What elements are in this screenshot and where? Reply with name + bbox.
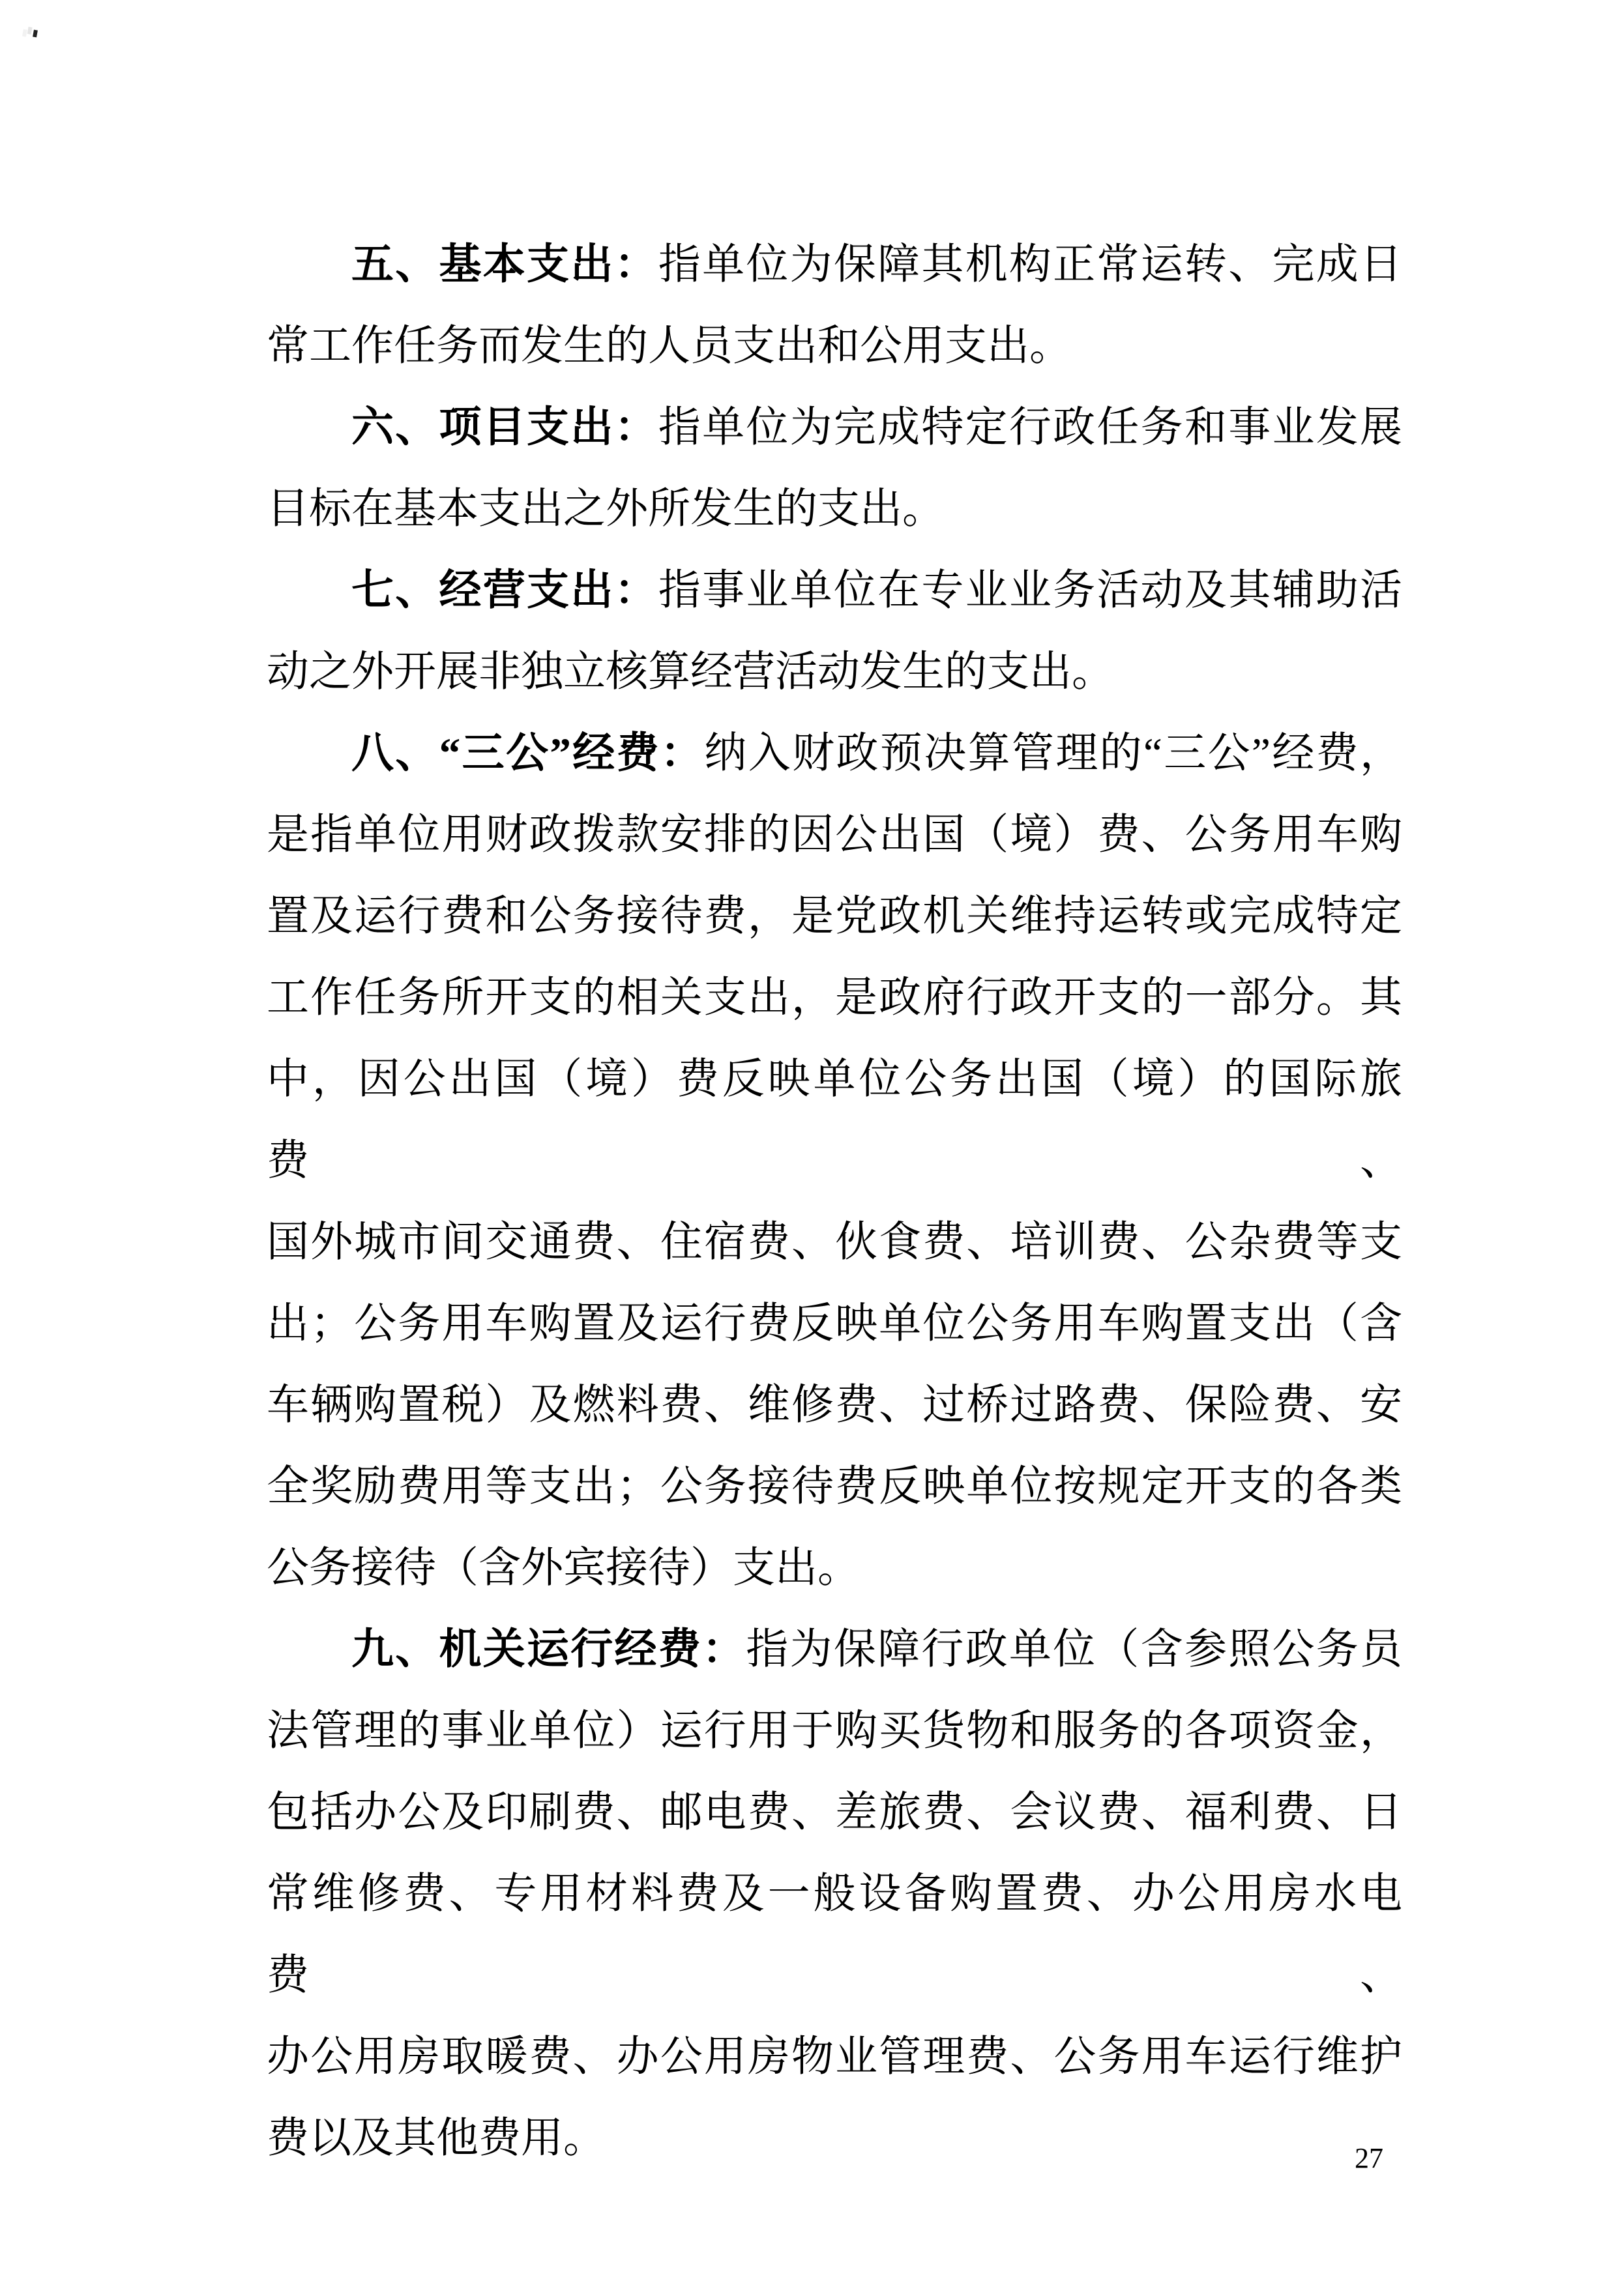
text-line: 常维修费、专用材料费及一般设备购置费、办公用房水电费、 [267, 1870, 1402, 1999]
text-line: 动之外开展非独立核算经营活动发生的支出。 [267, 648, 1115, 695]
text-line: 九、机关运行经费：指为保障行政单位（含参照公务员 [351, 1626, 1402, 1673]
text-line: 办公用房取暖费、办公用房物业管理费、公务用车运行维护 [267, 2033, 1402, 2080]
text-line: 置及运行费和公务接待费，是党政机关维持运转或完成特定 [267, 893, 1402, 940]
paragraph-lead-bold: 九、机关运行经费： [351, 1626, 746, 1673]
text-line: 车辆购置税）及燃料费、维修费、过桥过路费、保险费、安 [267, 1382, 1402, 1429]
paragraph-lead-bold: 六、项目支出： [351, 404, 658, 451]
scan-artifact-speck [33, 30, 38, 38]
text-line: 出；公务用车购置及运行费反映单位公务用车购置支出（含 [267, 1300, 1402, 1347]
text-line: 五、基本支出：指单位为保障其机构正常运转、完成日 [351, 241, 1402, 288]
text-line: 六、项目支出：指单位为完成特定行政任务和事业发展 [351, 404, 1402, 451]
document-body [267, 224, 1402, 2179]
text-line: 费以及其他费用。 [267, 2115, 606, 2162]
text-line: 全奖励费用等支出；公务接待费反映单位按规定开支的各类 [267, 1463, 1402, 1510]
paragraph-lead-bold: 五、基本支出： [351, 241, 658, 288]
text-line: 包括办公及印刷费、邮电费、差旅费、会议费、福利费、日 [267, 1789, 1402, 1836]
text-line: 是指单位用财政拨款安排的因公出国（境）费、公务用车购 [267, 811, 1402, 858]
page-number: 27 [1355, 2142, 1383, 2174]
text-line: 国外城市间交通费、住宿费、伙食费、培训费、公杂费等支 [267, 1219, 1402, 1266]
text-line: 常工作任务而发生的人员支出和公用支出。 [267, 323, 1072, 370]
text-line: 工作任务所开支的相关支出，是政府行政开支的一部分。其 [267, 974, 1402, 1021]
text-line: 八、“三公”经费：纳入财政预决算管理的“三公”经费， [351, 730, 1402, 777]
text-line: 中，因公出国（境）费反映单位公务出国（境）的国际旅费、 [267, 1056, 1402, 1184]
text-line: 公务接待（含外宾接待）支出。 [267, 1545, 860, 1591]
paragraph-lead-bold: 七、经营支出： [351, 567, 658, 614]
text-line: 法管理的事业单位）运行用于购买货物和服务的各项资金， [267, 1707, 1402, 1754]
text-line: 目标在基本支出之外所发生的支出。 [267, 486, 945, 532]
paragraph-lead-bold: 八、“三公”经费： [351, 730, 705, 777]
text-line: 七、经营支出：指事业单位在专业业务活动及其辅助活 [351, 567, 1402, 614]
